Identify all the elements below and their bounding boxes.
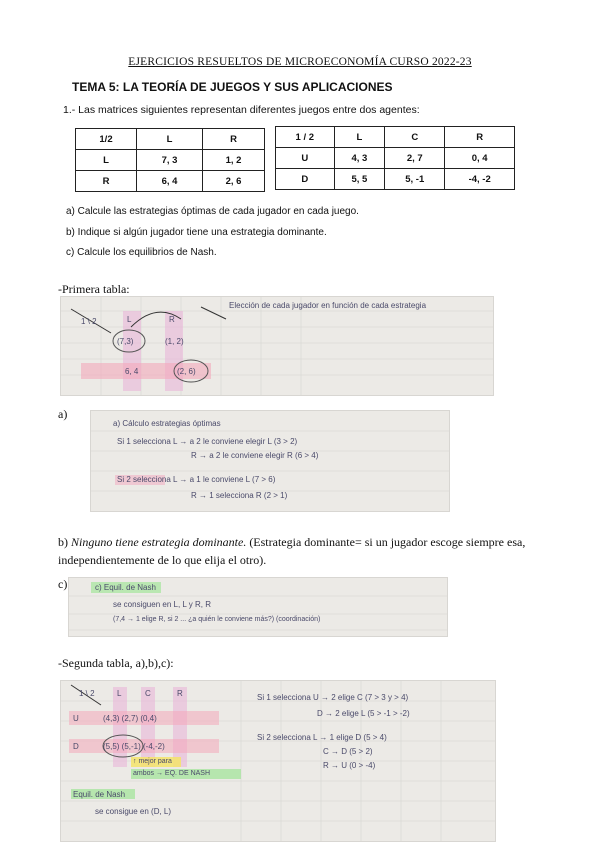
photo3-line3: (7,4 → 1 elige R, si 2 ... ¿a quién le conviene más?) (coordinación) <box>113 616 321 623</box>
solution-b-label: b) <box>58 535 68 549</box>
table2-cell: 5, 5 <box>334 169 385 190</box>
photo1-cell-d: (2, 6) <box>177 367 196 376</box>
table1-row-label: L <box>76 150 137 171</box>
photo3-line2: se consiguen en L, L y R, R <box>113 600 211 609</box>
question-a: a) Calcule las estrategias óptimas de cada jugador en cada juego. <box>66 206 359 217</box>
primera-tabla-label: -Primera tabla: <box>58 282 130 296</box>
table2-cell: 4, 3 <box>334 148 385 169</box>
photo1-cell-a: (7,3) <box>117 337 134 346</box>
table1-row-label: R <box>76 171 137 192</box>
photo4-reason-5: R → U (0 > -4) <box>323 761 376 770</box>
table2-col-r: R <box>445 127 515 148</box>
handwritten-photo-3 <box>68 577 448 637</box>
photo1-note: Elección de cada jugador en función de cada estrategia <box>229 301 427 310</box>
question-b: b) Indique si algún jugador tiene una estrategia dominante. <box>66 227 327 238</box>
handwritten-photo-1 <box>60 296 494 396</box>
photo4-highlight-1: ↑ mejor para <box>133 758 172 765</box>
solution-b-text <box>58 533 578 569</box>
table1-col-r: R <box>203 129 265 150</box>
table1-cell: 2, 6 <box>203 171 265 192</box>
photo4-row-d: D <box>73 742 79 751</box>
solution-b-emphasis: Ninguno tiene estrategia dominante. <box>71 535 247 549</box>
table1-col-l: L <box>137 129 203 150</box>
photo2-line5: R → 1 selecciona R (2 > 1) <box>191 491 288 500</box>
table2-cell: 5, -1 <box>385 169 445 190</box>
table2-cell: -4, -2 <box>445 169 515 190</box>
table1-cell: 1, 2 <box>203 150 265 171</box>
handwritten-photo-4 <box>60 680 496 842</box>
section-heading: TEMA 5: LA TEORÍA DE JUEGOS Y SUS APLICACIONES <box>72 80 393 94</box>
photo4-col-c: C <box>145 689 151 698</box>
question-c: c) Calcule los equilibrios de Nash. <box>66 247 217 258</box>
segunda-tabla-label: -Segunda tabla, a),b),c): <box>58 656 174 670</box>
photo1-cell-b: (1, 2) <box>165 337 184 346</box>
solution-c-label: c) <box>58 577 68 591</box>
photo4-col-l: L <box>117 689 122 698</box>
problem-prompt: 1.- Las matrices siguientes representan diferentes juegos entre dos agentes: <box>63 104 420 116</box>
table2-cell: 0, 4 <box>445 148 515 169</box>
handwritten-photo-2 <box>90 410 450 512</box>
table1-corner: 1/2 <box>76 129 137 150</box>
table2-row-label: D <box>276 169 335 190</box>
photo4-nash-result: se consigue en (D, L) <box>95 807 172 816</box>
document-title: EJERCICIOS RESUELTOS DE MICROECONOMÍA CURSO 2022-23 <box>128 56 472 68</box>
photo2-line2: Si 1 selecciona L → a 2 le conviene elegir L (3 > 2) <box>117 437 298 446</box>
photo1-col-r: R <box>169 315 175 324</box>
photo1-cell-c: 6, 4 <box>125 367 139 376</box>
photo2-line1: a) Cálculo estrategias óptimas <box>113 419 221 428</box>
solution-a-label: a) <box>58 407 68 421</box>
payoff-table-2 <box>275 126 515 190</box>
photo4-reason-1: Si 1 selecciona U → 2 elige C (7 > 3 y > 4) <box>257 693 409 702</box>
photo4-reason-2: D → 2 elige L (5 > -1 > -2) <box>317 709 410 718</box>
table2-cell: 2, 7 <box>385 148 445 169</box>
photo4-players: 1 \ 2 <box>79 689 95 698</box>
photo4-row1-cells: (4,3) (2,7) (0,4) <box>103 714 157 723</box>
solution-b-explanation: (Estrategia dominante= si un jugador escoge siempre esa, independientemente de lo que elija el otro). <box>58 535 526 567</box>
photo4-reason-4: C → D (5 > 2) <box>323 747 373 756</box>
photo1-drawing <box>61 297 493 395</box>
photo2-line4: Si 2 selecciona L → a 1 le conviene L (7 > 6) <box>117 475 276 484</box>
table1-cell: 7, 3 <box>137 150 203 171</box>
table2-col-l: L <box>334 127 385 148</box>
photo4-highlight-2: ambos → EQ. DE NASH <box>133 770 211 777</box>
photo4-drawing <box>61 681 495 841</box>
table2-row-label: U <box>276 148 335 169</box>
photo1-col-l: L <box>127 315 132 324</box>
payoff-table-1 <box>75 128 265 192</box>
photo4-nash-title: Equil. de Nash <box>73 790 126 799</box>
photo1-players: 1 \ 2 <box>81 317 97 326</box>
table1-cell: 6, 4 <box>137 171 203 192</box>
table2-col-c: C <box>385 127 445 148</box>
photo4-col-r: R <box>177 689 183 698</box>
photo3-line1: c) Equil. de Nash <box>95 583 156 592</box>
photo4-reason-3: Si 2 selecciona L → 1 elige D (5 > 4) <box>257 733 387 742</box>
photo2-line3: R → a 2 le conviene elegir R (6 > 4) <box>191 451 319 460</box>
table2-corner: 1 / 2 <box>276 127 335 148</box>
photo4-row2-cells: (5,5) (5,-1) (-4,-2) <box>103 742 165 751</box>
photo4-row-u: U <box>73 714 79 723</box>
